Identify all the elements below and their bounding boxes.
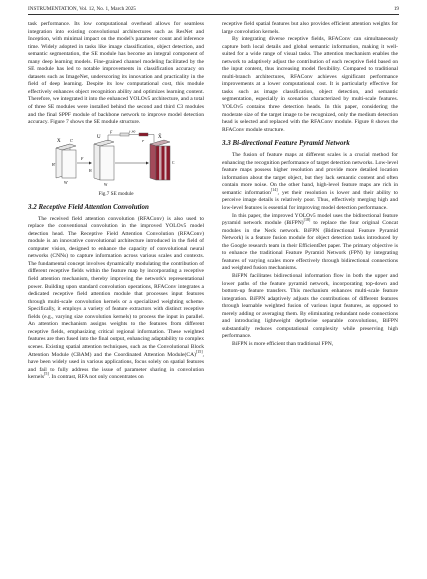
label-x: X bbox=[57, 138, 61, 144]
section-heading-3-3: 3.3 Bi-directional Feature Pyramid Network bbox=[222, 139, 350, 148]
citation: [5] bbox=[44, 371, 49, 377]
text-run: , have been widely used in various applications, focus solely on spatial features and fail to fully address the issue of parameter sharing in convolution kernels bbox=[28, 351, 204, 381]
header-rule bbox=[28, 14, 399, 15]
paragraph-rfaconv bbox=[28, 216, 204, 382]
feature-u-block bbox=[94, 140, 114, 180]
figure-caption: Fig.7 SE module bbox=[98, 190, 134, 197]
excitation-vector bbox=[139, 133, 148, 136]
left-column bbox=[28, 21, 204, 382]
text-run: The received field attention convolution (RFAConv) is also used to replace the conventional convolution in the improved YOLOv5 model detection head. The Receptive Field Attention Convolution (RFAConv) module is an innovative convolutional architecture introduced in the field of computer vision, designed to enhance the capacity of convolutional neural networks (CNNs) to capture information across various scales and contexts. The fundamental concept involves dynamically modulating the contribution of different receptive fields within the feature map by incorporating a receptive field attention mechanism, thereby improving the network's representational power. Building upon standard convolution operations, RFAConv integrates a dedicated receptive field attention module that processes input features through multi-scale convolution kernels or a specialized weighting scheme. Specifically, it employs a variety of feature extractors with distinct receptive fields (e.g., varying size convolution kernels) to process the input in parallel. An attention mechanism assigns weights to the features from different receptive fields, emphasizing critical regional information. These weighted features are then fused into the final output, enhancing adaptability to complex scenes. Existing spatial attention techniques, such as the Convolutional Block Attention Module (CBAM) and the Coordinated Attention Module(CA) bbox=[28, 215, 204, 358]
text-run: , yet their resolution is lower and their ability to perceive image details is relatively poor. Thus, effectively merging high and low-level features is essential for improving model detection performance. bbox=[222, 189, 399, 212]
right-column bbox=[222, 21, 398, 348]
citation: [18] bbox=[303, 217, 311, 223]
citation: [15] bbox=[195, 348, 203, 354]
label-fsq: F bbox=[110, 130, 113, 135]
label-c1: C' bbox=[70, 138, 74, 143]
arrow-fsq bbox=[108, 135, 120, 141]
paragraph-rfa-continuation: receptive field spatial features but also provides efficient attention weights for large convolution kernels. bbox=[222, 21, 398, 35]
citation: [14] bbox=[270, 187, 278, 193]
text-run: In this paper, the improved YOLOv5 model uses the bidirectional feature pyramid network module (BiFPN) bbox=[222, 212, 398, 227]
label-fex: (·,W) bbox=[129, 129, 136, 134]
paragraph-se-module: task performance. Its low computational overhead allows for seamless integration into existing convolutional architectures such as ResNet and Inception, with minimal impact on the model's parameter count and inference time. Widely adopted in tasks like image classification, object detection, and semantic segmentation, the SE module has become an integral component of many deep learning models. Fine-grained channel modeling facilitated by the SE module has led to notable improvements in classification accuracy on datasets such as ImageNet, underscoring its innovation and practicality in the field of deep learning. Despite its low computational cost, this module effectively enhances object recognition ability and optimizes learning content. Therefore, we integrated it into the enhanced YOLOv5 architecture, and a total of three SE modules were installed behind the second and third C3 modules and the final SPPF module of backbone network to improve model detection accuracy. Figure 7 shows the SE module structure. bbox=[28, 21, 204, 126]
section-heading-3-2: 3.2 Receptive Field Attention Convolution bbox=[28, 202, 149, 211]
paragraph-bifpn-intro bbox=[222, 213, 398, 273]
paragraph-rfaconv-benefits: By integrating diverse receptive fields, RFAConv can simultaneously capture both local details and global semantic information, making it well-suited for a wide range of visual tasks. The attention mechanism enables the network to adaptively adjust the contribution of each receptive field based on the input content, thus increasing model flexibility. Compared to traditional multi-branch architectures, RFAConv achieves significant performance improvements at a lower computational cost. It is particularly effective for tasks such as image classification, object detection, and semantic segmentation, especially in scenarios characterized by multi-scale features. YOLOv5 contains three detection heads. In this paper, considering the moderate size of the target image to be recognized, only the medium detection head is selected and replaced with the RFAConv module. Figure 8 shows the RFAConv module structure. bbox=[222, 36, 398, 133]
output-x-tilde-block bbox=[150, 140, 170, 180]
label-x-tilde: X̃ bbox=[158, 134, 162, 140]
label-fscale: F bbox=[142, 138, 145, 143]
paragraph-bifpn-flow: BiFPN facilitates bidirectional information flow in both the upper and lower paths of the feature pyramid network, incorporating top-down and bottom-up feature transfers. This mechanism enhances multi-scale feature integration. BiFPN adaptively adjusts the contributions of different features through learnable weighted fusion of various input features, as opposed to merely adding or averaging them. By eliminating redundant node connections and introducing lightweight depthwise separable convolutions, BiFPN substantially reduces computational complexity while preserving high performance. bbox=[222, 272, 398, 340]
squeeze-vector bbox=[120, 133, 129, 136]
label-h2: H bbox=[89, 168, 92, 173]
label-h1: H' bbox=[52, 162, 56, 167]
input-x-block bbox=[56, 144, 76, 178]
running-header bbox=[28, 6, 399, 13]
label-ftr: F bbox=[81, 156, 84, 161]
label-w2: W bbox=[104, 182, 108, 187]
se-module-diagram bbox=[50, 130, 182, 190]
arrow-fscale bbox=[148, 134, 154, 142]
page-number: 19 bbox=[393, 6, 399, 12]
text-run: to replace the four original Concat modules in the Neck network. BiFPN (Bidirectional Feature Pyramid Network) is a feature fusion module for object detection tasks introduced by the Google research team in their EfficientDet paper. The primary objective is to enhance the traditional Feature Pyramid Network (FPN) by integrating features of varying scales more effectively through bidirectional connections and weighted fusion mechanisms. bbox=[222, 220, 398, 272]
label-c2: C bbox=[172, 160, 175, 165]
label-w1: W' bbox=[64, 180, 69, 185]
paragraph-feature-fusion bbox=[222, 152, 398, 212]
label-u: U bbox=[97, 134, 101, 140]
figure-se-module bbox=[28, 130, 204, 190]
text-run: The fusion of feature maps at different scales is a crucial method for enhancing the recognition performance of target detection networks. Low-level feature maps possess higher resolution and provide more detailed location information about the target object, but they lack semantic content and often contain more noise. On the other hand, high-level feature maps are rich in semantic information bbox=[222, 152, 398, 196]
paragraph-bifpn-efficiency: BiFPN is more efficient than traditional FPN, bbox=[232, 340, 334, 347]
journal-title: INSTRUMENTATION, Vol. 12, No. 1, March 2025 bbox=[28, 6, 136, 12]
text-run: . In contrast, RFA not only concentrates on bbox=[48, 374, 144, 381]
